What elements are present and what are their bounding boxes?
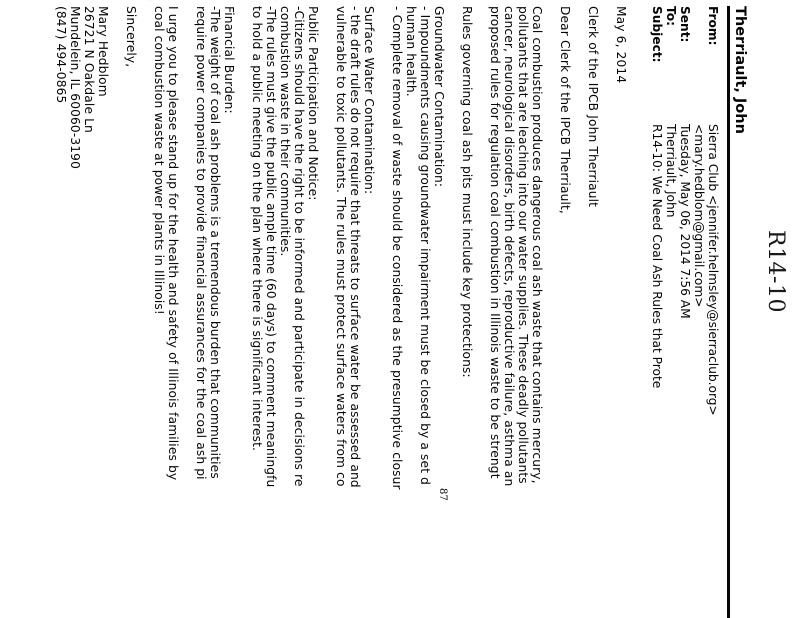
scan-mark (143, 0, 154, 1)
section-line: combustion waste in their communities. (278, 6, 292, 257)
signoff: Sincerely, (124, 6, 138, 68)
from-value-cont: <mary.hedblom@gmail.com> (692, 124, 706, 308)
section-heading: Groundwater Contamination: (432, 6, 446, 188)
docket-code: R14-10 (763, 230, 788, 313)
subject-label: Subject: (650, 6, 664, 63)
section-line: - Complete removal of waste should be considered as the presumptive closur (390, 6, 404, 490)
section-heading: Financial Burden: (222, 6, 236, 114)
closing-line: coal combustion waste at power plants in Illinois! (152, 6, 166, 315)
section-line: -The rules must give the public ample time (60 days) to comment meaningfu (264, 6, 278, 488)
intro-line: proposed rules for regulation coal combustion in Illinois waste to be strengt (488, 6, 502, 479)
subject-value: R14-10: We Need Coal Ash Rules that Prote (650, 124, 664, 389)
section-line: vulnerable to toxic pollutants. The rules must protect surface waters from co (334, 6, 348, 487)
section-heading: Surface Water Contamination: (362, 6, 376, 195)
section-line: -The weight of coal ash problems is a tremendous burden that communities (208, 6, 222, 479)
section-line: - the draft rules do not require that threats to surface water be assessed and (348, 6, 362, 488)
section-line: human health. (404, 6, 418, 97)
signature-line: Mundelein, IL 60060-3190 (68, 6, 82, 169)
from-value: Sierra Club <jennifer.helmsley@sierraclub.org> (706, 124, 720, 416)
section-line: -Citizens should have the right to be informed and participate in decisions re (292, 6, 306, 487)
intro-line: pollutants that are leaching into our water supplies. These deadly pollutants (516, 6, 530, 484)
section-line: require power companies to provide financial assurances for the coal ash pi (194, 6, 208, 480)
signature-line: Mary Hedblom (96, 6, 110, 97)
letter-recipient: Clerk of the IPCB John Therriault (586, 6, 600, 208)
section-line: - Impoundments causing groundwater impairment must be closed by a set d (418, 6, 432, 486)
section-line: to hold a public meeting on the plan where there is significant interest. (250, 6, 264, 452)
sender-name: Therriault, John (732, 6, 748, 134)
intro-line: Coal combustion produces dangerous coal ash waste that contains mercury, (530, 6, 544, 484)
signature-line: 26721 N Oakdale Ln (82, 6, 96, 133)
page-number: 87 (437, 488, 448, 501)
from-label: From: (706, 6, 720, 46)
letter-date: May 6, 2014 (614, 6, 628, 84)
to-value: Therriault, John (664, 124, 678, 218)
header-divider (727, 6, 730, 618)
intro-line: cancer, neurological disorders, birth defects, reproductive failure, asthma an (502, 6, 516, 487)
scan-mark (269, 0, 280, 1)
sent-value: Tuesday, May 06, 2014 7:56 AM (678, 124, 692, 319)
sent-label: Sent: (678, 6, 692, 43)
section-heading: Public Participation and Notice: (306, 6, 320, 201)
letter-salutation: Dear Clerk of the IPCB Therriault, (558, 6, 572, 214)
closing-line: I urge you to please stand up for the health and safety of Illinois families by (166, 6, 180, 481)
signature-line: (847) 494-0865 (54, 6, 68, 104)
to-label: To: (664, 6, 678, 26)
protections-lead: Rules governing coal ash pits must include key protections: (460, 6, 474, 378)
